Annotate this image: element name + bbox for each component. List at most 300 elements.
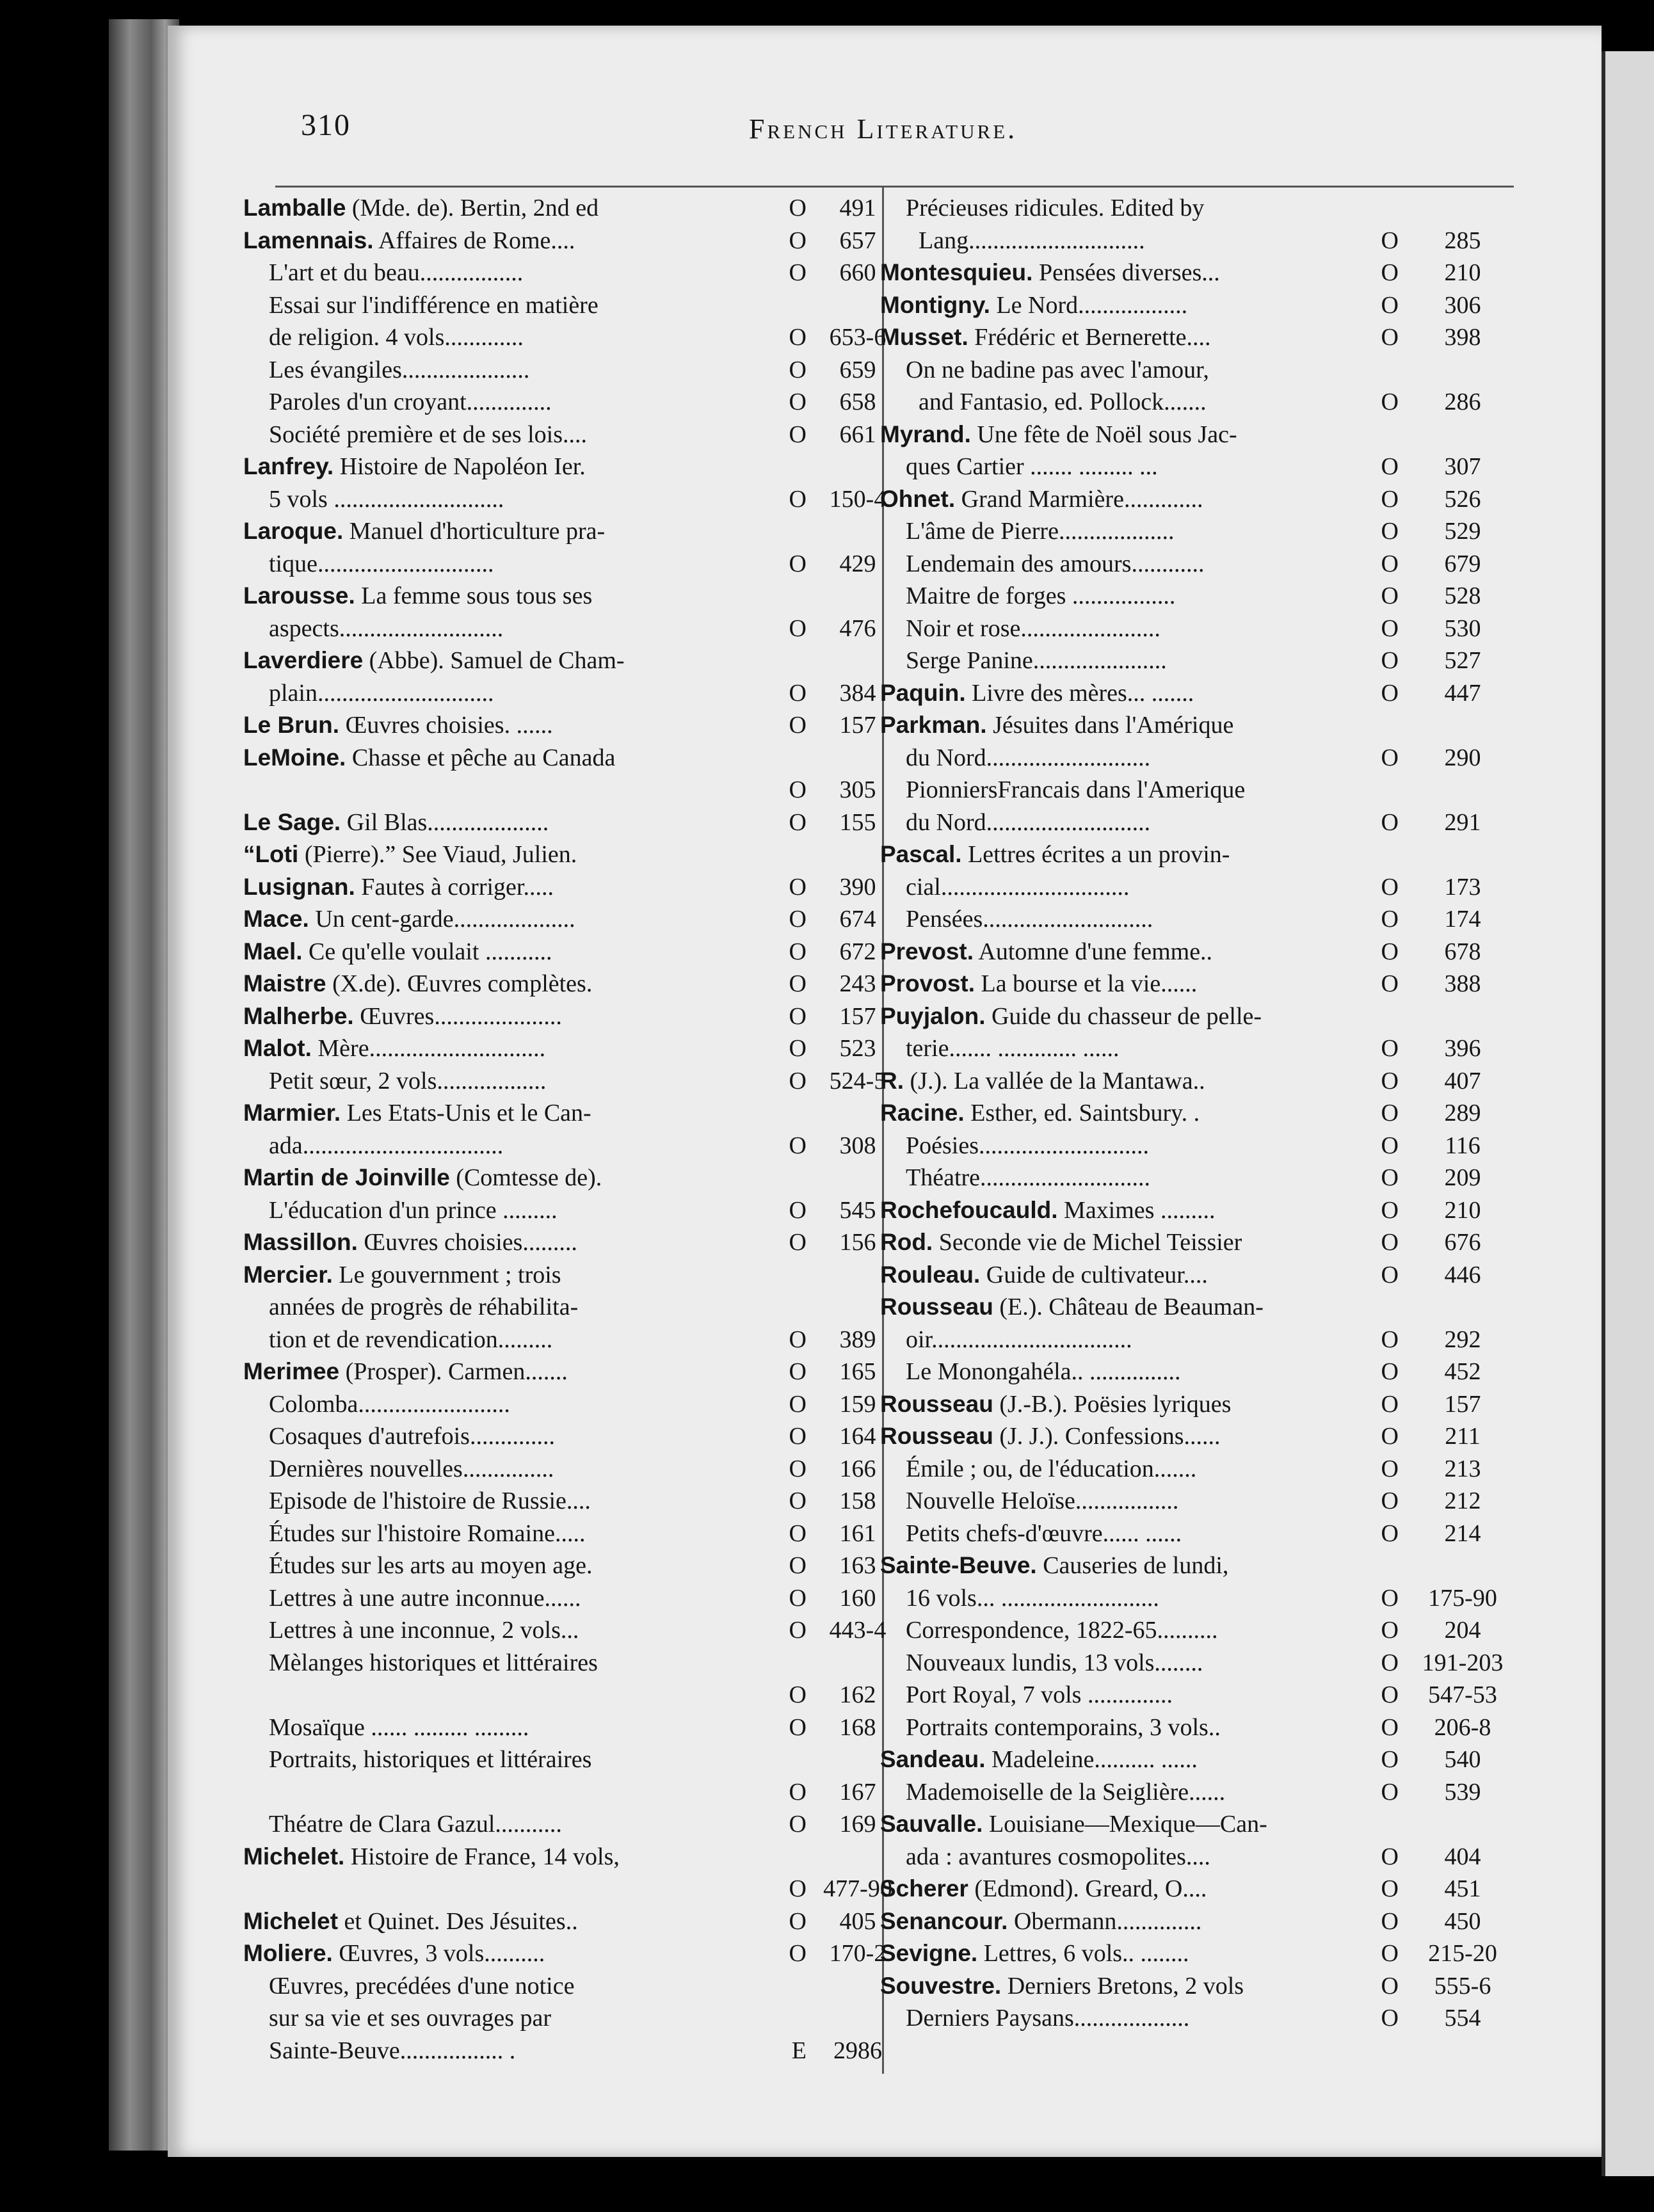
header-rule: [275, 186, 1514, 188]
title-text: Serge Panine......................: [906, 647, 1167, 674]
catalog-entry: [243, 1000, 877, 1033]
catalog-number: 213: [1444, 1455, 1481, 1482]
format-code: O: [789, 1584, 807, 1612]
title-text: Œuvres.....................: [353, 1002, 562, 1030]
author-name: Rousseau: [880, 1390, 993, 1417]
catalog-entry: [243, 1743, 877, 1776]
format-code: O: [789, 1196, 807, 1224]
entry-text: [880, 1356, 1418, 1388]
catalog-entry: [243, 1420, 877, 1453]
entry-text: [880, 774, 1418, 806]
title-text: Lettres, 6 vols.. ........: [977, 1940, 1189, 1967]
title-text: Œuvres, 3 vols..........: [332, 1940, 545, 1967]
title-text: Théatre de Clara Gazul...........: [269, 1811, 562, 1838]
catalog-number: 524-5: [829, 1067, 887, 1094]
format-code: O: [1381, 1940, 1399, 1967]
title-text: Pensées............................: [906, 906, 1153, 933]
right-column: [880, 192, 1527, 2035]
entry-text: [880, 613, 1418, 645]
title-text: Précieuses ridicules. Edited by: [906, 195, 1205, 221]
title-text: Le Nord..................: [990, 291, 1188, 319]
catalog-entry: [243, 354, 877, 387]
title-text: Madeleine.......... ......: [985, 1746, 1198, 1773]
catalog-number: 396: [1444, 1035, 1481, 1062]
entry-text: [880, 515, 1418, 548]
entry-text: [880, 1226, 1392, 1259]
catalog-number: 173: [1444, 873, 1481, 901]
catalog-entry: [880, 1420, 1527, 1453]
title-text: Sainte-Beuve................. .: [269, 2037, 516, 2064]
catalog-entry: [243, 2002, 877, 2035]
entry-text: [243, 289, 826, 322]
title-text: Lettres à une inconnue, 2 vols...: [269, 1617, 579, 1644]
catalog-entry: [243, 1550, 877, 1582]
format-code: O: [789, 1875, 807, 1902]
catalog-number: 243: [839, 970, 876, 997]
title-text: du Nord...........................: [906, 744, 1151, 771]
catalog-entry: [880, 580, 1527, 613]
format-code: O: [1381, 485, 1399, 513]
title-text: Société première et de ses lois....: [269, 421, 588, 448]
title-text: Port Royal, 7 vols ..............: [906, 1681, 1173, 1708]
entry-text: [243, 1420, 826, 1453]
catalog-entry: [243, 903, 877, 936]
title-text: L'âme de Pierre...................: [906, 518, 1175, 545]
title-text: (J.-B.). Poësies lyriques: [993, 1390, 1232, 1418]
catalog-number: 545: [839, 1196, 876, 1224]
title-text: Grand Marmière.............: [955, 485, 1203, 513]
title-text: Colomba.........................: [269, 1390, 510, 1418]
entry-text: [880, 1485, 1418, 1518]
author-name: Sevigne.: [880, 1940, 978, 1966]
catalog-entry: [243, 1582, 877, 1615]
catalog-entry: [880, 1032, 1527, 1065]
title-text: Petit sœur, 2 vols..................: [269, 1067, 547, 1094]
title-text: Lendemain des amours............: [906, 550, 1205, 577]
entry-text: [243, 225, 800, 257]
author-name: Malot.: [243, 1035, 312, 1061]
catalog-entry: [880, 548, 1527, 581]
catalog-entry: [243, 515, 877, 548]
catalog-entry: [880, 1550, 1527, 1582]
format-code: O: [789, 1681, 807, 1708]
format-code: O: [1381, 324, 1399, 351]
catalog-entry: [243, 1776, 877, 1809]
format-code: E: [791, 2037, 807, 2064]
entry-text: [243, 1937, 800, 1970]
title-text: oir.................................: [906, 1326, 1132, 1353]
author-name: Malherbe.: [243, 1002, 354, 1029]
catalog-entry: [880, 1743, 1527, 1776]
author-name: Rousseau: [880, 1423, 993, 1449]
format-code: O: [789, 1617, 807, 1644]
format-code: O: [789, 421, 807, 448]
catalog-entry: [880, 1711, 1527, 1744]
entry-text: [880, 1550, 1392, 1582]
entry-text: [880, 968, 1392, 1000]
entry-text: [880, 936, 1392, 968]
author-name: Martin de Joinville: [243, 1164, 450, 1190]
title-text: Guide de cultivateur....: [980, 1261, 1208, 1288]
title-text: années de progrès de réhabilita-: [269, 1294, 579, 1320]
catalog-entry: [243, 613, 877, 645]
catalog-entry: [243, 1614, 887, 1647]
catalog-entry: [243, 1259, 877, 1292]
catalog-entry: [243, 1711, 877, 1744]
catalog-entry: [243, 1032, 877, 1065]
author-name: Le Brun.: [243, 712, 340, 738]
catalog-entry: [880, 1937, 1527, 1970]
title-text: cial...............................: [906, 873, 1130, 901]
title-text: Derniers Paysans...................: [906, 2005, 1190, 2032]
catalog-entry: [880, 774, 1527, 806]
format-code: O: [1381, 1132, 1399, 1159]
catalog-entry: [880, 419, 1527, 451]
format-code: O: [789, 1326, 807, 1353]
catalog-number: 674: [839, 906, 876, 933]
catalog-number: 210: [1444, 259, 1481, 286]
catalog-entry: [880, 321, 1527, 354]
entry-text: [243, 1259, 800, 1292]
catalog-entry: [880, 968, 1527, 1000]
entry-text: [243, 1614, 826, 1647]
format-code: O: [789, 970, 807, 997]
catalog-entry: [243, 838, 877, 871]
entry-text: [243, 742, 800, 774]
author-name: Prevost.: [880, 938, 974, 965]
title-text: (Abbe). Samuel de Cham-: [363, 647, 625, 674]
format-code: O: [1381, 1746, 1399, 1773]
catalog-number: 657: [839, 227, 876, 254]
entry-text: [243, 2002, 826, 2035]
title-text: (Edmond). Greard, O....: [968, 1875, 1207, 1902]
title-text: Histoire de France, 14 vols,: [344, 1843, 620, 1870]
entry-text: [880, 386, 1431, 419]
catalog-entry: [243, 1194, 877, 1227]
entry-text: [243, 1550, 826, 1582]
catalog-number: 661: [839, 421, 876, 448]
entry-text: [243, 645, 800, 677]
format-code: O: [789, 1778, 807, 1806]
author-name: Le Sage.: [243, 808, 341, 835]
catalog-number: 214: [1444, 1519, 1481, 1547]
title-text: Histoire de Napoléon Ier.: [333, 453, 586, 480]
catalog-entry: [243, 1873, 892, 1905]
format-code: O: [1381, 227, 1399, 254]
format-code: O: [789, 1358, 807, 1385]
entry-text: [243, 838, 800, 871]
running-title: French Literature.: [749, 113, 1018, 145]
catalog-entry: [243, 1097, 877, 1130]
catalog-number: 528: [1444, 582, 1481, 609]
catalog-number: 554: [1444, 2005, 1481, 2032]
catalog-number: 212: [1444, 1487, 1481, 1514]
catalog-entry: [880, 1970, 1527, 2003]
entry-text: [880, 354, 1418, 387]
title-text: Episode de l'histoire de Russie....: [269, 1487, 591, 1514]
catalog-number: 211: [1445, 1423, 1481, 1450]
catalog-number: 547-53: [1428, 1681, 1497, 1708]
catalog-entry: [880, 1905, 1527, 1938]
catalog-entry: [243, 451, 877, 483]
catalog-entry: [243, 1388, 877, 1421]
entry-text: [243, 1453, 826, 1486]
format-code: O: [1381, 550, 1399, 577]
catalog-number: 476: [839, 614, 876, 642]
entry-text: [880, 1097, 1392, 1130]
entry-text: [243, 580, 800, 613]
author-name: Lamballe: [243, 195, 346, 221]
catalog-entry: [880, 613, 1527, 645]
title-text: Louisiane—Mexique—Can-: [983, 1811, 1267, 1838]
format-code: O: [1381, 291, 1399, 319]
format-code: O: [789, 873, 807, 901]
entry-text: [880, 903, 1418, 936]
catalog-number: 191-203: [1422, 1649, 1504, 1676]
catalog-entry: [880, 1162, 1527, 1194]
catalog-entry: [880, 936, 1527, 968]
author-name: Puyjalon.: [880, 1002, 986, 1029]
format-code: O: [1381, 1907, 1399, 1935]
title-text: Mademoiselle de la Seiglière......: [906, 1778, 1226, 1806]
title-text: Automne d'une femme..: [974, 938, 1213, 965]
entry-text: [243, 1711, 826, 1744]
title-text: L'art et du beau.................: [269, 259, 524, 286]
title-text: La femme sous tous ses: [355, 582, 593, 609]
catalog-entry: [243, 1324, 877, 1356]
catalog-entry: [880, 1582, 1527, 1615]
entry-text: [243, 903, 800, 936]
catalog-number: 676: [1444, 1229, 1481, 1256]
format-code: O: [1381, 1455, 1399, 1482]
entry-text: [880, 1582, 1418, 1615]
author-name: Senancour.: [880, 1907, 1008, 1934]
author-name: Sainte-Beuve.: [880, 1552, 1037, 1578]
format-code: O: [1381, 1617, 1399, 1644]
author-name: Rouleau.: [880, 1261, 981, 1288]
catalog-number: 162: [839, 1681, 876, 1708]
entry-text: [243, 1356, 800, 1388]
catalog-entry: [880, 1388, 1527, 1421]
entry-text: [880, 451, 1418, 483]
catalog-number: 446: [1444, 1261, 1481, 1288]
catalog-number: 530: [1444, 614, 1481, 642]
catalog-entry: [880, 742, 1527, 774]
catalog-entry: [880, 677, 1527, 710]
format-code: O: [789, 712, 807, 739]
entry-text: [880, 1194, 1392, 1227]
author-name: Scherer: [880, 1875, 968, 1902]
title-text: Nouvelle Heloïse.................: [906, 1487, 1179, 1514]
title-text: Poésies............................: [906, 1132, 1149, 1159]
entry-text: [243, 515, 800, 548]
catalog-entry: [243, 1453, 877, 1486]
catalog-entry: [880, 1324, 1527, 1356]
author-name: Pascal.: [880, 841, 962, 867]
catalog-entry: [880, 451, 1527, 483]
catalog-entry: [880, 1679, 1527, 1711]
catalog-number: 398: [1444, 324, 1481, 351]
catalog-entry: [880, 1000, 1527, 1033]
entry-text: [880, 1873, 1392, 1905]
catalog-entry: [243, 257, 877, 289]
format-code: O: [1381, 1519, 1399, 1547]
title-text: Études sur les arts au moyen age.: [269, 1552, 593, 1579]
author-name: “Loti: [243, 841, 299, 867]
title-text: Essai sur l'indifférence en matière: [269, 291, 598, 319]
format-code: O: [789, 1035, 807, 1062]
catalog-entry: [880, 709, 1527, 742]
format-code: O: [1381, 1100, 1399, 1126]
entry-text: [880, 1937, 1392, 1970]
format-code: O: [1381, 1778, 1399, 1806]
entry-text: [243, 1743, 826, 1776]
entry-text: [880, 225, 1431, 257]
author-name: Souvestre.: [880, 1972, 1002, 1999]
catalog-entry: [243, 677, 877, 710]
entry-text: [880, 1032, 1418, 1065]
entry-text: [243, 1647, 826, 1679]
entry-text: [880, 1259, 1392, 1292]
catalog-number: 660: [839, 259, 876, 286]
format-code: O: [1381, 970, 1399, 997]
catalog-entry: [880, 1614, 1527, 1647]
entry-text: [880, 1518, 1418, 1550]
catalog-number: 155: [839, 808, 876, 836]
catalog-entry: [880, 483, 1527, 516]
entry-text: [880, 419, 1392, 451]
title-text: Les Etats-Unis et le Can-: [341, 1100, 591, 1126]
entry-text: [243, 1388, 826, 1421]
catalog-number: 389: [839, 1326, 876, 1353]
catalog-entry: [243, 709, 877, 742]
catalog-number: 289: [1444, 1100, 1481, 1126]
format-code: O: [1381, 582, 1399, 609]
entry-text: [243, 709, 800, 742]
catalog-entry: [243, 1647, 877, 1679]
entry-text: [243, 1032, 800, 1065]
catalog-number: 443-4: [829, 1617, 887, 1644]
title-text: Œuvres choisies.........: [357, 1229, 577, 1256]
catalog-entry: [880, 1841, 1527, 1873]
catalog-number: 404: [1444, 1843, 1481, 1870]
catalog-entry: [243, 548, 877, 581]
entry-text: [243, 1130, 826, 1162]
format-code: O: [789, 1002, 807, 1030]
title-text: and Fantasio, ed. Pollock.......: [919, 389, 1207, 415]
catalog-number: 116: [1445, 1132, 1481, 1159]
title-text: Chasse et pêche au Canada: [346, 744, 616, 771]
title-text: Lang.............................: [919, 227, 1145, 254]
entry-text: [880, 1420, 1392, 1453]
format-code: O: [1381, 1229, 1399, 1256]
title-text: Paroles d'un croyant..............: [269, 389, 552, 415]
catalog-number: 308: [839, 1132, 876, 1159]
author-name: R.: [880, 1067, 904, 1094]
entry-text: [880, 806, 1418, 839]
author-name: LeMoine.: [243, 744, 346, 771]
author-name: Mael.: [243, 938, 303, 965]
catalog-number: 678: [1444, 938, 1481, 965]
catalog-number: 160: [839, 1584, 876, 1612]
entry-text: [880, 1711, 1418, 1744]
title-text: du Nord...........................: [906, 808, 1151, 836]
entry-text: [880, 1453, 1418, 1486]
catalog-number: 163: [839, 1552, 876, 1579]
catalog-number: 291: [1444, 808, 1481, 836]
catalog-number: 451: [1444, 1875, 1481, 1902]
entry-text: [880, 1000, 1392, 1033]
catalog-number: 215-20: [1428, 1940, 1497, 1967]
entry-text: [243, 354, 826, 387]
entry-text: [243, 613, 826, 645]
entry-text: [880, 1743, 1392, 1776]
title-text: Pensées diverses...: [1032, 259, 1220, 286]
format-code: O: [1381, 518, 1399, 545]
catalog-number: 527: [1444, 647, 1481, 674]
format-code: O: [1381, 1423, 1399, 1450]
catalog-entry: [243, 1841, 877, 1873]
format-code: O: [789, 1713, 807, 1741]
author-name: Maistre: [243, 970, 326, 997]
format-code: O: [789, 776, 807, 803]
title-text: Mèlanges historiques et littéraires: [269, 1649, 598, 1676]
entry-text: [243, 677, 826, 710]
catalog-entry: [243, 774, 877, 806]
entry-text: [880, 1614, 1418, 1647]
format-code: O: [1381, 1649, 1399, 1676]
author-name: Sandeau.: [880, 1746, 986, 1772]
title-text: Causeries de lundi,: [1036, 1552, 1229, 1579]
title-text: Théatre............................: [906, 1164, 1151, 1191]
title-text: Le Monongahéla.. ...............: [906, 1358, 1181, 1385]
catalog-number: 679: [1444, 550, 1481, 577]
entry-text: [880, 709, 1392, 742]
format-code: O: [1381, 906, 1399, 933]
catalog-entry: [880, 2002, 1527, 2035]
catalog-entry: [880, 1485, 1527, 1518]
catalog-entry: [243, 321, 887, 354]
format-code: O: [1381, 938, 1399, 965]
entry-text: [243, 1841, 800, 1873]
format-code: O: [1381, 1067, 1399, 1094]
author-name: Mace.: [243, 906, 309, 932]
entry-text: [243, 1065, 826, 1098]
catalog-entry: [880, 1130, 1527, 1162]
catalog-entry: [880, 1873, 1527, 1905]
entry-text: [243, 1000, 800, 1033]
catalog-entry: [880, 1776, 1527, 1809]
catalog-number: 292: [1444, 1326, 1481, 1353]
format-code: O: [1381, 614, 1399, 642]
catalog-entry: [243, 1291, 877, 1324]
entry-text: [243, 257, 826, 289]
title-text: Lettres à une autre inconnue......: [269, 1584, 581, 1612]
title-text: sur sa vie et ses ouvrages par: [269, 2005, 552, 2032]
entry-text: [243, 1905, 800, 1938]
title-text: et Quinet. Des Jésuites..: [338, 1907, 578, 1935]
entry-text: [880, 1841, 1418, 1873]
author-name: Michelet: [243, 1907, 339, 1934]
format-code: O: [789, 1519, 807, 1547]
catalog-number: 305: [839, 776, 876, 803]
entry-text: [243, 1291, 826, 1324]
author-name: Rod.: [880, 1229, 933, 1255]
catalog-number: 306: [1444, 291, 1481, 319]
format-code: O: [1381, 1390, 1399, 1418]
catalog-number: 447: [1444, 679, 1481, 707]
entry-text: [880, 321, 1392, 354]
